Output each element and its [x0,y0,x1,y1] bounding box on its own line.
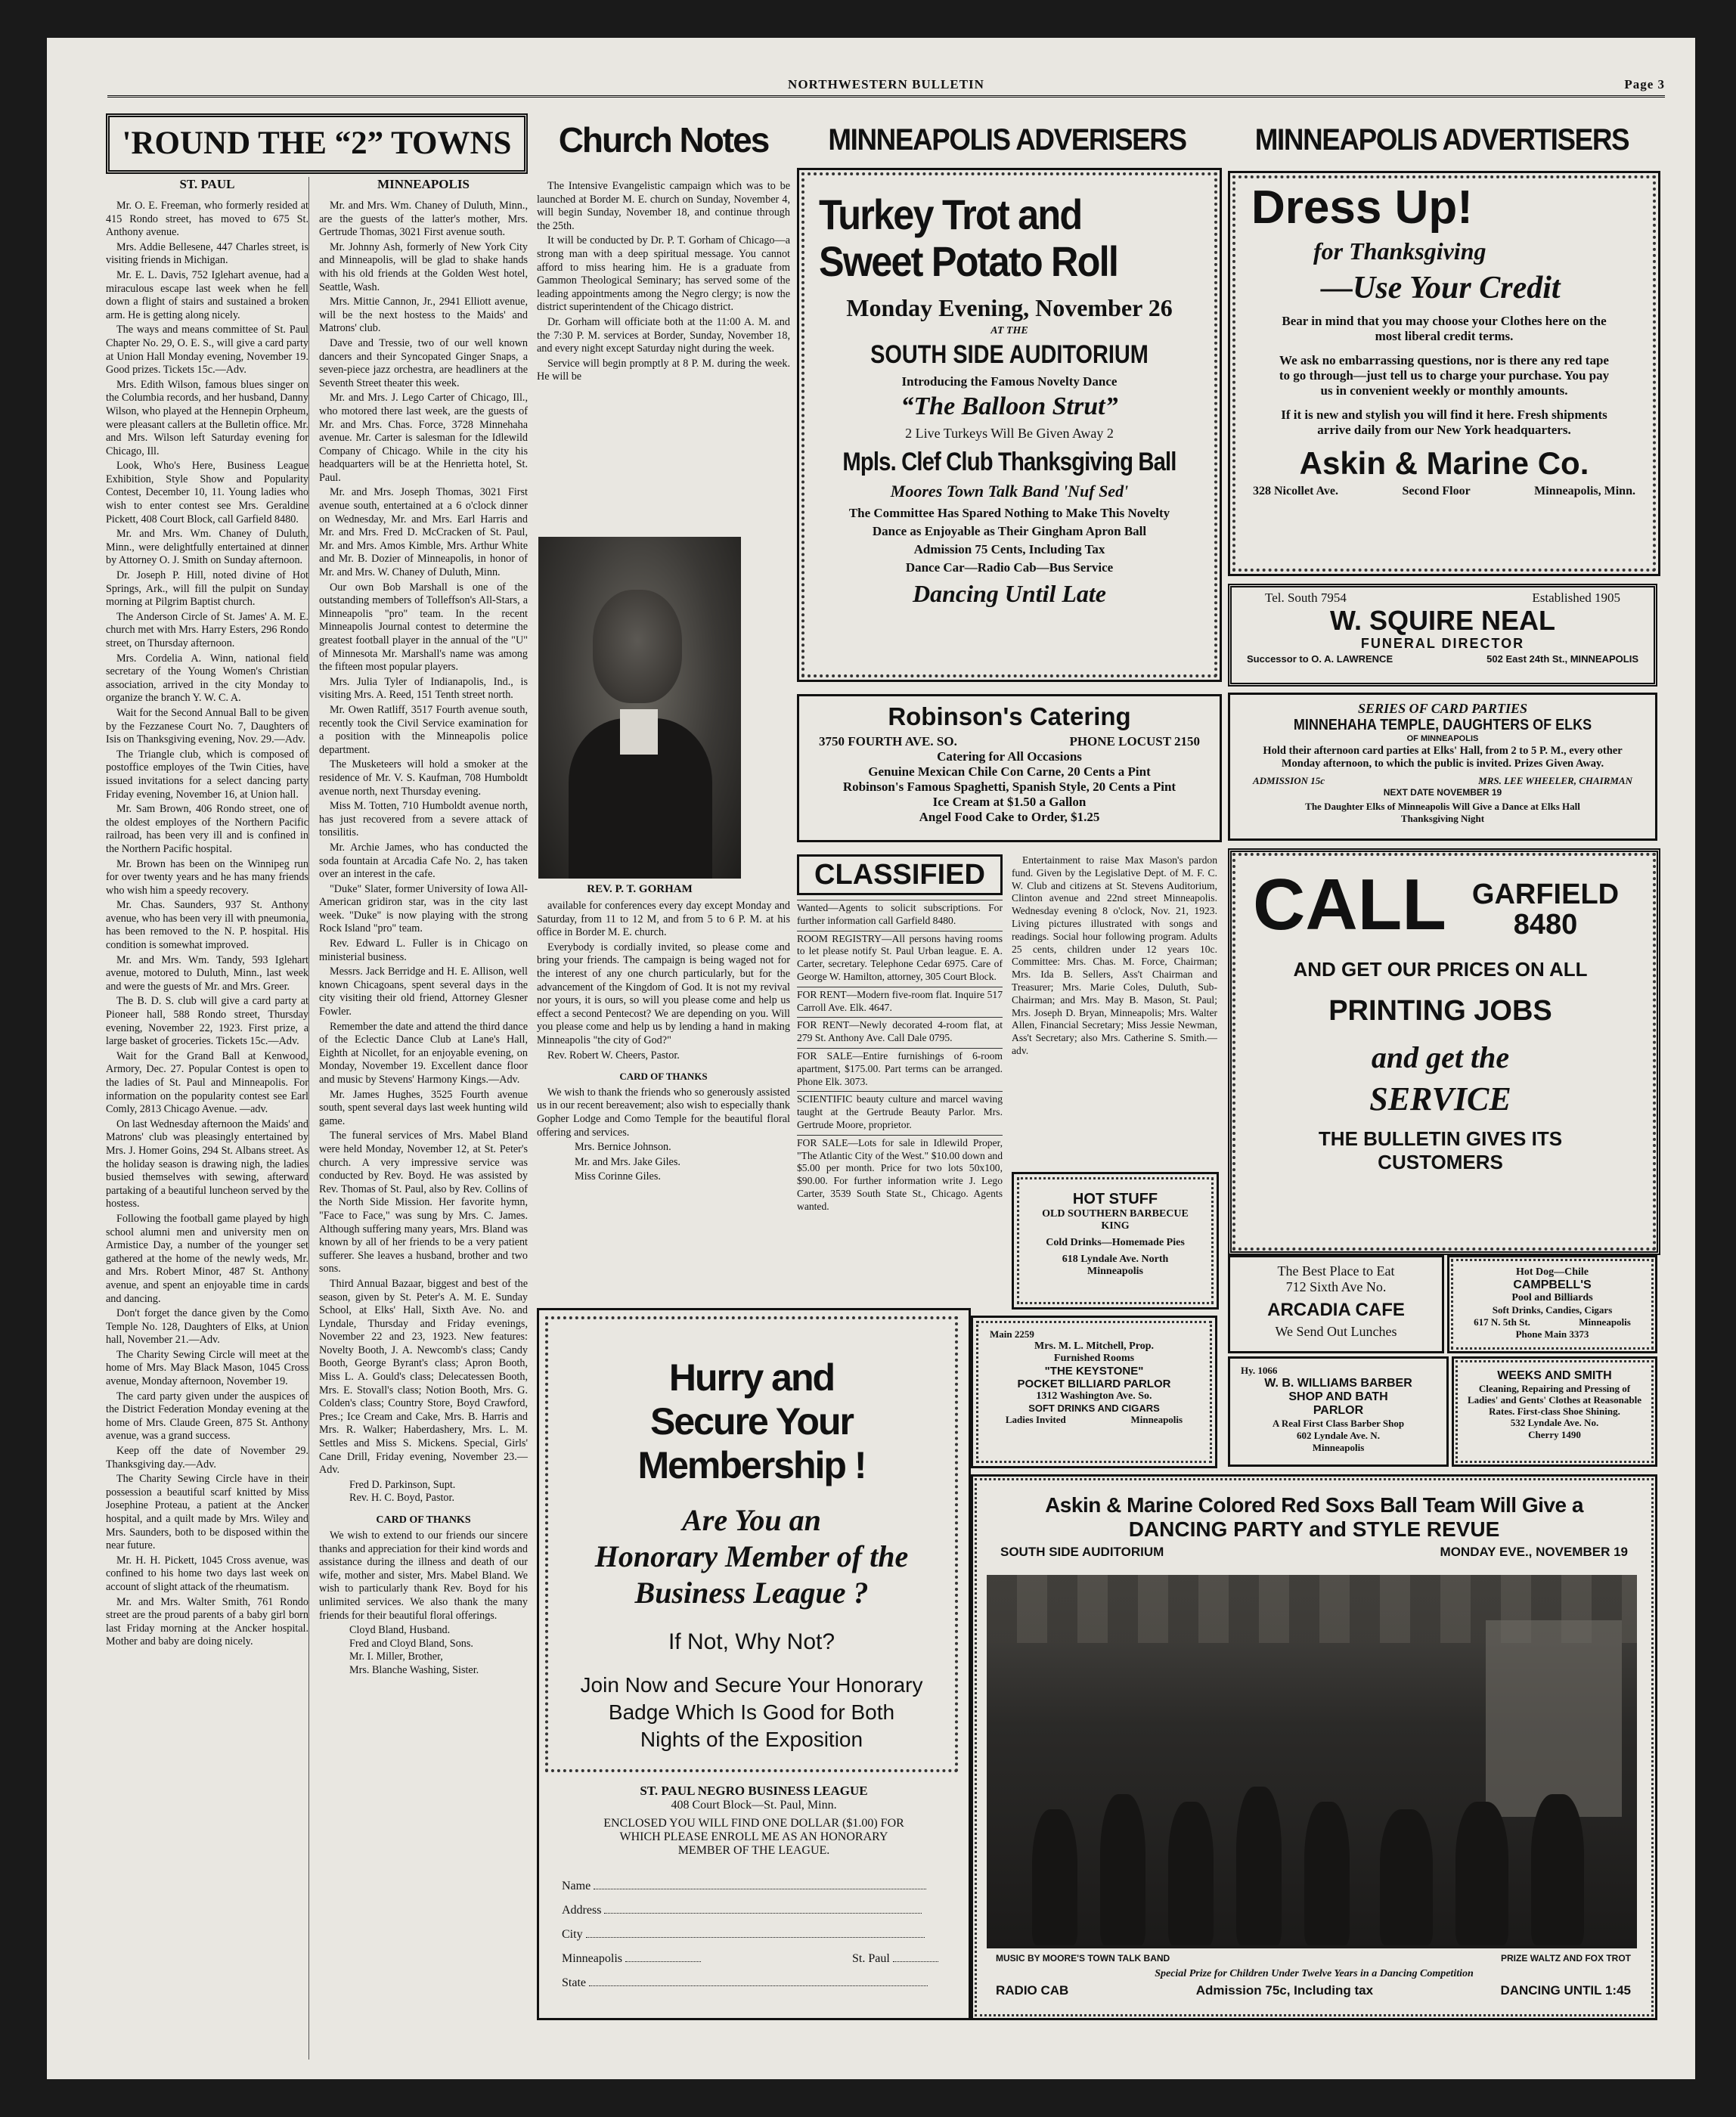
neal-successor: Successor to O. A. LAWRENCE [1247,653,1393,665]
redsox-until: DANCING UNTIL 1:45 [1500,1983,1631,1998]
arcadia-l3: ARCADIA CAFE [1267,1300,1405,1320]
arcadia-l1: The Best Place to Eat [1277,1263,1395,1279]
dress-up-ad [1228,171,1660,576]
news-item: The card party given under the auspices of the District Federation Monday evening at the home of Mrs. Claude Green, 875 St. Anthony avenue, was a grand success. [106,1390,308,1443]
call-number: 8480 [1513,909,1578,941]
call-l3: and get the [1371,1040,1510,1074]
red-sox-dance-ad [971,1474,1657,2020]
neal-address: 502 East 24th St., MINNEAPOLIS [1486,653,1638,665]
hot-stuff-l4: 618 Lyndale Ave. North [1062,1254,1169,1265]
hot-stuff-l3: Cold Drinks—Homemade Pies [1046,1237,1185,1248]
call-l2: PRINTING JOBS [1328,995,1552,1027]
news-item: FOR SALE—Lots for sale in Idlewild Proper, "The Atlantic City of the West." $10.00 down and $5.00 per month. Price for two lots 50x100, $90.00. For further information write J. Lego Carter, 3539 South State St., Chicago. Agents wanted. [797,1135,1003,1213]
entertainment-notice [1012,854,1217,1164]
neal-tel: Tel. South 7954 [1265,590,1347,605]
dress-up-title: Dress Up! [1251,181,1473,234]
news-item: The Anderson Circle of St. James' A. M. E. church met with Mrs. Harry Esters, 296 Rondo street, on Thursday afternoon. [106,610,308,649]
news-item: Wait for the Grand Ball at Kenwood, Armory, Dec. 27. Popular Contest is open to the ladies of St. Paul and Minneapolis. For information on the popularity contest see Earl Comly, 2813 Chicago Avenue. —adv. [106,1049,308,1116]
band-member [1380,1809,1433,1945]
band-photo [987,1575,1637,1948]
news-item: The funeral services of Mrs. Mabel Bland were held Monday, November 12, at St. Peter's church. A very impressive service was conducted by Rev. Boyd. He was assisted by Rev. Thomas of St. Paul, also by Rev. Collins of the North Side Mission. Her favorite hymn, "Face to Face," was sung by Mrs. C. James. Although suffering many years, Mrs. Bland was known by all of her friends to be a very patient sufferer. She leaves a husband, brother and two sons. [319,1130,528,1275]
hot-stuff-ad [1012,1172,1219,1310]
news-item: Mrs. Mittie Cannon, Jr., 2941 Elliott avenue, will be the next hostess to the Maids' and Matrons' club. [319,296,528,335]
news-item: Mr. Owen Ratliff, 3517 Fourth avenue south, recently took the Civil Service examination for a position with the Minneapolis police department. [319,703,528,756]
news-item: "Duke" Slater, former University of Iowa All-American gridiron star, was in the city last week. "Duke" is now playing with the strong Rock Island "pro" team. [319,882,528,935]
join-line-3: Nights of the Exposition [640,1728,863,1751]
dress-up-p2: We ask no embarrassing questions, nor is there any red tape to go through—just tell us to charge your purchase. You pay us in convenient weekly or monthly amounts. [1279,353,1610,398]
elks-admission: ADMISSION 15c [1253,775,1325,786]
mpls-advertisers-title-a: MINNEAPOLIS ADVERISERS [828,123,1186,157]
band-member [1455,1802,1508,1945]
williams-l1: Hy. 1066 [1241,1365,1278,1376]
call-garfield-ad [1228,848,1660,1255]
news-item: Mr. Sam Brown, 406 Rondo street, one of the oldest employes of the Northern Pacific railroad, has been very ill and is confined in the Northern Pacific hospital. [106,803,308,855]
news-item: Mr. and Mrs. Wm. Tandy, 593 Iglehart avenue, motored to Duluth, Minn., last week and were the guests of Mr. and Mrs. Greer. [106,953,308,993]
williams-l3: SHOP AND BATH [1288,1390,1388,1403]
join-line-2: Badge Which Is Good for Both [608,1700,895,1724]
spared-line: The Committee Has Spared Nothing to Make This Novelty [848,506,1170,520]
church-text-1 [537,180,790,384]
news-item: The Charity Sewing Circle have in their possession a beautiful scarf knitted by Miss Josephine Proteau, a patient at the Ancker hospital, and a quilt made by Mrs. Wiley and Mrs. Saunders, both to be disposed within the near future. [106,1473,308,1552]
redsox-admission: Admission 75c, Including tax [1195,1983,1374,1998]
page-number: Page 3 [1624,77,1665,91]
news-item: Mr. and Mrs. J. Lego Carter of Chicago, Ill., who motored there last week, are the guests of Mr. and Mrs. Chas. Force, 3728 Minnehaha avenue. Mr. Carter is salesman for the Idlewild Company of Chicago. While in the city his headquarters will be at the Henrietta hotel, St. Paul. [319,392,528,484]
campbell-l6: Minneapolis [1579,1316,1631,1328]
redsox-music: MUSIC BY MOORE'S TOWN TALK BAND [996,1953,1170,1964]
news-item: Mr. Archie James, who has conducted the soda fountain at Arcadia Cafe No. 2, has taken over an interest in the cafe. [319,841,528,881]
portrait-face [593,590,682,703]
call-l4: SERVICE [1369,1080,1511,1117]
robinson-l3: Robinson's Famous Spaghetti, Spanish Style, 20 Cents a Pint [842,780,1176,794]
question-1: Are You an [682,1503,821,1537]
dress-up-sub2: —Use Your Credit [1321,271,1561,305]
call-l1: AND GET OUR PRICES ON ALL [1293,958,1588,981]
live-turkeys: 2 Live Turkeys Will Be Given Away 2 [905,426,1114,441]
call-l5: THE BULLETIN GIVES ITS [1318,1127,1563,1150]
news-item: Mrs. Addie Bellesene, 447 Charles street, is visiting friends in Michigan. [106,240,308,267]
williams-l7: Minneapolis [1312,1442,1365,1453]
window [1486,1620,1622,1817]
arcadia-cafe-ad [1228,1255,1444,1353]
band-member [1100,1794,1145,1945]
dress-address-3: Minneapolis, Minn. [1534,485,1635,497]
thanks-sign-line: Miss Corinne Giles. [575,1170,661,1183]
name-label: Name [562,1880,591,1892]
portrait-collar [620,709,658,755]
robinson-l1: Catering for All Occasions [937,749,1082,764]
hurry-line: Hurry and [668,1356,835,1399]
redsox-date: MONDAY EVE., NOVEMBER 19 [1440,1545,1628,1559]
news-item: Mr. Johnny Ash, formerly of New York City and Minneapolis, will be glad to shake hands with his old friends at the Golden West hotel, Seattle, Wash. [319,240,528,293]
sign-line: Mr. I. Miller, Brother, [349,1651,443,1663]
photo-caption: REV. P. T. GORHAM [587,883,693,895]
thanks-signature [319,1624,528,1677]
robinson-l2: Genuine Mexican Chile Con Carne, 20 Cents a Pint [868,764,1151,779]
turkey-line-1: Turkey Trot and [819,191,1082,238]
church-text-2 [537,900,790,1186]
williams-l5: A Real First Class Barber Shop [1272,1418,1405,1429]
robinson-catering-ad [797,694,1222,842]
campbell-l2: CAMPBELL'S [1513,1279,1592,1291]
elks-next: NEXT DATE NOVEMBER 19 [1383,787,1502,798]
dress-up-p3: If it is new and stylish you will find it here. Fresh shipments arrive daily from our New York headquarters. [1281,408,1607,437]
call-l6: CUSTOMERS [1378,1151,1503,1173]
elks-l6: Thanksgiving Night [1400,813,1485,824]
enclose-1: ENCLOSED YOU WILL FIND ONE DOLLAR ($1.00) FOR [603,1817,904,1830]
membership-inner [548,1319,955,1769]
why-not: If Not, Why Not? [668,1629,835,1654]
campbell-l7: Phone Main 3373 [1515,1328,1589,1340]
news-item: Our own Bob Marshall is one of the outstanding members of Tolleffson's All-Stars, a Minneapolis "pro" team. In the recent Minneapolis Journal contest to determine the greatest football player in the annual of the "U" of Minnesota Mr. Marshall's name was among the fifteen most popular players. [319,581,528,674]
news-item: The Charity Sewing Circle will meet at the home of Mrs. May Black Mason, 1045 Cross avenue, Monday afternoon, November 19. [106,1348,308,1388]
membership-form[interactable] [539,1784,969,1995]
state-field[interactable] [562,1971,946,1995]
news-item: Service will begin promptly at 8 P. M. during the week. He will be [537,357,790,383]
neal-name: W. SQUIRE NEAL [1329,605,1556,636]
cars-line: Dance Car—Radio Cab—Bus Service [905,560,1114,575]
dress-address-2: Second Floor [1402,485,1471,497]
williams-barber-ad [1228,1356,1449,1467]
news-item: The Triangle club, which is composed of postoffice employes of the Twin Cities, have issued invitations for a select dancing party Friday evening, November 16, at Union hall. [106,748,308,801]
gingham-line: Dance as Enjoyable as Their Gingham Apron Ball [872,524,1147,538]
church-thanks-heading: CARD OF THANKS [619,1071,708,1083]
band-member [1304,1802,1350,1945]
news-item: Miss M. Totten, 710 Humboldt avenue north, has just recovered from a severe attack of tonsilitis. [319,800,528,839]
round-towns-section [106,113,528,2060]
news-item: Mr. E. L. Davis, 752 Iglehart avenue, had a miraculous escape last week when he fell down a flight of stairs and sustained a broken arm. He is getting along nicely. [106,268,308,321]
hot-stuff-l2: KING [1101,1220,1130,1232]
gorham-photo [538,537,741,879]
question-3: Business League ? [634,1576,869,1610]
turkey-line-2: Sweet Potato Roll [819,237,1118,285]
band-member [1168,1802,1214,1945]
robinson-address: 3750 FOURTH AVE. SO. [819,734,957,749]
news-item: ROOM REGISTRY—All persons having rooms to let please notify St. Paul Urban league. E. A. Carter, secretary. Telephone Cedar 6975. Care of George W. Hamilton, attorney, 305 Court Block. [797,931,1003,984]
neal-est: Established 1905 [1532,590,1620,605]
news-item: FOR SALE—Entire furnishings of 6-room apartment, $175.00. Part terms can be arranged. Phone Elk. 3073. [797,1048,1003,1088]
campbell-l5: 617 N. 5th St. [1474,1316,1530,1328]
newspaper-page [47,38,1695,2079]
name-field[interactable] [562,1874,946,1898]
news-item: The Musketeers will hold a smoker at the residence of Mr. V. S. Kaufman, 708 Humboldt avenue north, next Thursday evening. [319,758,528,798]
round-towns-title: 'ROUND THE “2” TOWNS [106,113,528,174]
news-item: Dave and Tressie, two of our well known dancers and their Syncopated Ginger Snaps, a seven-piece jazz orchestra, are headliners at the Seventh Street theater this week. [319,336,528,389]
secure-line: Secure Your Membership ! [637,1400,866,1486]
entertainment-text: Entertainment to raise Max Mason's pardon fund. Given by the Legislative Dept. of M. F. C. W. Club and citizens at St. Stevens Auditorium, Clinton avenue and 22nd street Minneapolis. Wednesday evening 8 o'clock, Nov. 21, 1923. Living pictures illustrated with songs and readings. Social hour following program. Adults 25 cents, children under 12 years 10c. Committee: Mrs. Chas. M. Force, Chairman; Mrs. Ida B. Sellers, Ass't Chairman and Treasurer; Mrs. Marie Coles, Duluth, Sub-Chairman; and Mrs. May B. Mason, St. Paul; Mrs. Joseph D. Bryan, Minneapolis; Mrs. Walter Allen, Financial Secretary; Miss Jessie Newman, Ass't Secretary; also Mrs. Catherine S. Smith.—adv. [1012,854,1217,1056]
elks-l1: SERIES OF CARD PARTIES [1358,701,1527,716]
balloon-strut: “The Balloon Strut” [901,392,1118,420]
news-item: The B. D. S. club will give a card party at Pioneer hall, 588 Rondo street, Thursday evening, November 22, 1923. First prize, a large basket of groceries. Tickets 15c.—Adv. [106,995,308,1048]
keystone-l6: 1312 Washington Ave. So. [1036,1390,1152,1402]
news-item: Mrs. Cordelia A. Winn, national field secretary of the Young Women's Christian association, arrived in the city Monday to organize the branch Y. W. C. A. [106,652,308,705]
enclose-2: WHICH PLEASE ENROLL ME AS AN HONORARY [619,1830,888,1843]
sign-line: Fred D. Parkinson, Supt. [349,1478,456,1491]
news-item: Mr. James Hughes, 3525 Fourth avenue south, spent several days last week hunting wild game. [319,1088,528,1127]
robinson-phone: PHONE LOCUST 2150 [1069,734,1200,749]
askin-marine-name: Askin & Marine Co. [1299,445,1589,481]
hot-stuff-title: HOT STUFF [1072,1191,1158,1207]
dress-up-sub1: for Thanksgiving [1313,237,1486,265]
news-item: Rev. Edward L. Fuller is in Chicago on ministerial business. [319,938,528,963]
turkey-venue: SOUTH SIDE AUDITORIUM [870,340,1149,369]
news-item: It will be conducted by Dr. P. T. Gorham of Chicago—a strong man with a deep spiritual message. You cannot afford to miss hearing him. He is a graduate from Gammon Theological Seminary; has served some of the leading appointments among the Negro clergy; is now the district superintendent of the Chicago district. [537,234,790,314]
news-item: Dr. Gorham will officiate both at the 11:00 A. M. and the 7:30 P. M. services at Border, Sunday, November 18, and every night except Saturday night during the week. [537,315,790,355]
news-item: Mrs. Julia Tyler of Indianapolis, Ind., is visiting Mrs. A. Reed, 151 Tenth street north. [319,675,528,702]
williams-l2: W. B. WILLIAMS BARBER [1264,1377,1412,1390]
church-notes-section [537,113,790,1308]
campbell-l1: Hot Dog—Chile [1515,1266,1589,1278]
news-item: Messrs. Jack Berridge and H. E. Allison, well known Chicagoans, spent several days in the city visiting their old friend, Attorney Glesner Fowler. [319,966,528,1018]
weeks-l1: WEEKS AND SMITH [1497,1369,1612,1382]
city-choice[interactable] [562,1947,946,1971]
hot-stuff-l1: OLD SOUTHERN BARBECUE [1042,1208,1189,1220]
news-item: Mr. and Mrs. Wm. Chaney of Duluth, Minn., are the guests of the latter's mother, Mrs. Gertrude Thomas, 3021 First avenue south. [319,200,528,239]
thanks-sign-line: Mr. and Mrs. Jake Giles. [575,1155,680,1168]
dress-up-p1: Bear in mind that you may choose your Clothes here on the most liberal credit terms. [1282,314,1607,343]
thanks-text: We wish to extend to our friends our sincere thanks and appreciation for their kind words and assistance during the illness and death of our wife, mother and sister, Mrs. Mabel Bland. We wish to particularly thank Rev. Boyd for his unlimited services. We also thank the many friends for their beautiful floral offerings. [319,1530,528,1622]
stpaul-news [106,200,308,1649]
thanks-sign-line: Mrs. Bernice Johnson. [575,1141,671,1154]
band-member [1531,1794,1584,1945]
elks-chair: MRS. LEE WHEELER, CHAIRMAN [1478,775,1632,786]
city-field[interactable] [562,1923,946,1947]
bazaar-signature [319,1479,528,1505]
clef-club-ball: Mpls. Clef Club Thanksgiving Ball [842,448,1176,476]
running-head [107,77,1665,98]
arcadia-l4: We Send Out Lunches [1275,1324,1397,1339]
news-item: Remember the date and attend the third dance of the Eclectic Dance Club at Lane's Hall, Eighth at Nicollet, for an enjoyable evening, on Monday, November 19. Excellent dance floor and music by Stevens' Harmony Kings.—Adv. [319,1020,528,1086]
city-label: City [562,1928,583,1941]
minneapolis-option: Minneapolis [562,1952,622,1965]
news-item: SCIENTIFIC beauty culture and marcel waving taught at the Gertrude Beauty Parlor. Mrs. Gertrude Moore, proprietor. [797,1091,1003,1131]
williams-l4: PARLOR [1313,1404,1364,1417]
news-item: On last Wednesday afternoon the Maids' and Matrons' club was pleasingly entertained by Mrs. J. Homer Goins, 294 St. Albans street. As the holiday season is drawing nigh, the ladies busied themselves with sewing, afterward partaking of a beautiful luncheon served by the hostess. [106,1117,308,1210]
enclose-3: MEMBER OF THE LEAGUE. [677,1844,830,1857]
church-paragraph: Everybody is cordially invited, so please come and bring your friends. The campaign is being waged not for the interest of any one church particularly, but for the advancement of the Kingdom of God. It is not my revival nor yours, it is ours, so will you please come and help us effect a second Pentecost? We are depending on you. Will you please come and help us by lending a hand in making Minneapolis "the city of God?" [537,941,790,1046]
church-thanks-text: We wish to thank the friends who so generously assisted us in our recent bereavement; also wish to especially thank Gopher Lodge and Como Temple for the beautiful floral offering and services. [537,1086,790,1139]
minneapolis-news [319,200,528,1477]
redsox-l2: DANCING PARTY and STYLE REVUE [1128,1517,1500,1541]
minneapolis-column [319,177,528,2060]
robinson-l4: Ice Cream at $1.50 a Gallon [932,795,1087,809]
news-item: Mr. and Mrs. Wm. Chaney of Duluth, Minn., were delightfully entertained at dinner by Attorney O. J. Smith on Sunday afternoon. [106,528,308,567]
call-garfield: GARFIELD [1471,879,1620,910]
news-item: Mr. and Mrs. Walter Smith, 761 Rondo street are the proud parents of a baby girl born last Friday morning at the Ancker hospital. Mother and baby are doing nicely. [106,1595,308,1648]
news-item: Keep off the date of November 29. Thanksgiving day.—Adv. [106,1445,308,1471]
minneapolis-heading: MINNEAPOLIS [377,177,470,191]
elks-l3: OF MINNEAPOLIS [1406,734,1479,743]
band-member [1236,1787,1282,1945]
classified-title: CLASSIFIED [797,854,1003,895]
league-address: 408 Court Block—St. Paul, Minn. [671,1799,837,1812]
paper-name: NORTHWESTERN BULLETIN [788,77,984,91]
elks-l2: MINNEHAHA TEMPLE, DAUGHTERS OF ELKS [1293,717,1592,733]
church-paragraph: available for conferences every day except Monday and Saturday, from 11 to 12 M, and from 5 to 6 P. M. at his office in Border M. E. church. [537,900,790,939]
news-item: Mrs. Edith Wilson, famous blues singer on the Columbia records, and her husband, Danny Wilson, who played at the Hennepin Orpheum, were pleasant callers at the Bulletin office. Mr. and Mrs. Wilson left Saturday evening for Chicago, Ill. [106,378,308,457]
news-item: Mr. Chas. Saunders, 937 St. Anthony avenue, who has been very ill with pneumonia, has been removed to the N. P. hospital. His condition is somewhat improved. [106,899,308,952]
membership-ad [537,1308,971,2020]
news-item: Third Annual Bazaar, biggest and best of the season, given by St. Peter's A. M. E. Sunday School, at Elks' Hall, Sixth Ave. No. and Lyndale, Thursday and Friday evenings, November 22 and 23, 1923. New features: Novelty Booth, J. A. Newcomb's class; Candy Booth, George Byrant's class; Apron Booth, Miss L. A. Gould's class; Delecatessen Booth, Mrs. E. Stovall's class; Notion Booth, Mrs. G. Colden's class; Country Store, Boyd Crawford, Pres.; Ice Cream and Cake, Mrs. B. Harris and Mrs. R. Walker; Haberdashery, Mrs. L. M. Settles and Miss S. Mickens. Special, Girls' Cane Drill, Friday evening, November 23.—Adv. [319,1277,528,1477]
news-item: Wanted—Agents to solicit subscriptions. For further information call Garfield 8480. [797,900,1003,928]
keystone-l7: SOFT DRINKS AND CIGARS [1028,1403,1160,1414]
sign-line: Mrs. Blanche Washing, Sister. [349,1663,479,1676]
band-member [1032,1809,1077,1945]
news-item: Look, Who's Here, Business League Exhibition, Style Show and Popularity Contest, December 10, 11. Young ladies who wish to enter contest see Mrs. Geraldine Pickett, 408 Court Block, call Garfield 8480. [106,460,308,525]
pastor-signature: Rev. Robert W. Cheers, Pastor. [547,1049,680,1062]
keystone-l3: Furnished Rooms [1053,1353,1135,1364]
classified-section [797,854,1003,1300]
news-item: FOR RENT—Newly decorated 4-room flat, at 279 St. Anthony Ave. Call Dale 0795. [797,1017,1003,1045]
weeks-smith-ad [1452,1356,1657,1467]
redsox-special: Special Prize for Children Under Twelve Years in a Dancing Competition [1155,1968,1474,1979]
keystone-ad [971,1316,1217,1468]
arcadia-l2: 712 Sixth Ave No. [1285,1279,1387,1294]
dancing-late: Dancing Until Late [912,580,1106,607]
admission-line: Admission 75 Cents, Including Tax [913,542,1105,556]
stpaul-heading: ST. PAUL [179,177,235,191]
elks-l5: The Daughter Elks of Minneapolis Will Give a Dance at Elks Hall [1305,801,1580,812]
address-label: Address [562,1904,602,1917]
at-the: AT THE [990,325,1028,336]
news-item: The Intensive Evangelistic campaign which was to be launched at Border M. E. church on Sunday, November 4, will begin Sunday, November 18, and continue through the 25th. [537,180,790,232]
keystone-l8: Ladies Invited [1005,1414,1066,1425]
campbell-ad [1447,1255,1657,1353]
call-word: CALL [1253,864,1446,945]
sign-line: Fred and Cloyd Bland, Sons. [349,1637,473,1650]
league-name: ST. PAUL NEGRO BUSINESS LEAGUE [640,1784,868,1798]
elks-card-party-ad [1228,693,1657,841]
redsox-venue: SOUTH SIDE AUDITORIUM [1000,1545,1164,1559]
hot-stuff-l5: Minneapolis [1087,1266,1143,1277]
weeks-l4: Cherry 1490 [1528,1429,1581,1440]
robinson-l5: Angel Food Cake to Order, $1.25 [919,810,1100,824]
weeks-l3: 532 Lyndale Ave. No. [1510,1417,1599,1428]
redsox-prize: PRIZE WALTZ AND FOX TROT [1501,1953,1631,1964]
news-item: Dr. Joseph P. Hill, noted divine of Hot Springs, Ark., will fill the pulpit on Sunday morning at Pilgrim Baptist church. [106,569,308,609]
band-name: Moores Town Talk Band 'Nuf Sed' [890,482,1129,501]
elks-l4: Hold their afternoon card parties at Elks' Hall, from 2 to 5 P. M., every other Monday afternoon, to which the public is invited. Prizes Given Away. [1263,745,1623,770]
turkey-trot-ad [797,168,1222,682]
redsox-l1: Askin & Marine Colored Red Soxs Ball Team Will Give a [1045,1493,1583,1517]
keystone-l1: Main 2259 [990,1328,1034,1340]
news-item: Don't forget the dance given by the Como Temple No. 128, Daughters of Elks, at Union hall, November 21.—Adv. [106,1307,308,1347]
neal-role: FUNERAL DIRECTOR [1360,636,1525,651]
mpls-advertisers-title-b: MINNEAPOLIS ADVERTISERS [1254,123,1629,157]
news-item: The ways and means committee of St. Paul Chapter No. 29, O. E. S., will give a card party at Union Hall Monday evening, November 19. Good prizes. Tickets 15c.—Adv. [106,324,308,377]
sign-line: Rev. H. C. Boyd, Pastor. [349,1492,454,1505]
classified-list [797,900,1003,1213]
turkey-date: Monday Evening, November 26 [846,294,1173,321]
state-label: State [562,1976,586,1989]
keystone-l2: Mrs. M. L. Mitchell, Prop. [1034,1341,1154,1352]
mpls-advertisers-header-b [1226,113,1657,168]
campbell-l3: Pool and Billiards [1511,1292,1593,1303]
dress-address-1: 328 Nicollet Ave. [1253,485,1339,497]
join-line-1: Join Now and Secure Your Honorary [580,1673,923,1697]
keystone-l9: Minneapolis [1130,1414,1183,1425]
mpls-advertisers-header-a [797,113,1217,168]
news-item: Mr. H. H. Pickett, 1045 Cross avenue, was confined to his home two days last week on account of slight attack of the rheumatism. [106,1554,308,1593]
news-item: Mr. O. E. Freeman, who formerly resided at 415 Rondo street, has moved to 675 St. Anthony avenue. [106,200,308,239]
weeks-l2: Cleaning, Repairing and Pressing of Ladies' and Gents' Clothes at Reasonable Rates. First-class Shoe Shining. [1467,1383,1642,1417]
news-item: Mr. and Mrs. Joseph Thomas, 3021 First avenue south, entertained at a 6 o'clock dinner on Wednesday, Mr. and Mrs. Earl Harris and Mr. and Mrs. Fred D. McCracken of St. Paul, Mr. and Mrs. Amos Kimble, Mrs. Arthur White and Mr. B. Dozier of Minneapolis, in honor of Mr. and Mrs. W. Chaney of Duluth, Minn. [319,486,528,579]
redsox-cab: RADIO CAB [996,1983,1069,1998]
keystone-l4: "THE KEYSTONE" [1044,1365,1144,1378]
neal-funeral-ad [1228,584,1657,687]
news-item: Mr. Brown has been on the Winnipeg run for over twenty years and he has many friends who wish him a speedy recovery. [106,857,308,897]
williams-l6: 602 Lyndale Ave. N. [1297,1430,1380,1441]
thanks-heading: CARD OF THANKS [376,1514,471,1526]
sign-line: Cloyd Bland, Husband. [349,1624,451,1637]
keystone-l5: POCKET BILLIARD PARLOR [1017,1378,1171,1390]
address-field[interactable] [562,1898,946,1923]
question-2: Honorary Member of the [594,1539,909,1573]
turkey-intro: Introducing the Famous Novelty Dance [901,374,1118,389]
stpaul-column [106,177,309,2060]
campbell-l4: Soft Drinks, Candies, Cigars [1492,1304,1613,1316]
robinson-title: Robinson's Catering [888,702,1131,730]
news-item: FOR RENT—Modern five-room flat. Inquire 517 Carroll Ave. Elk. 4647. [797,987,1003,1015]
news-item: Following the football game played by high school alumni men and university men on Armistice Day, a number of the younger set gathered at the home of the newly weds, Mr. and Mrs. Robert Minor, 487 St. Anthony avenue, and spent an enjoyable time in cards and dancing. [106,1212,308,1305]
news-item: Wait for the Second Annual Ball to be given by the Fezzanese Court No. 7, Daughters of Isis on Thanksgiving evening, Nov. 29.—Adv. [106,706,308,746]
church-notes-title: Church Notes [558,120,769,160]
stpaul-option: St. Paul [852,1952,890,1965]
